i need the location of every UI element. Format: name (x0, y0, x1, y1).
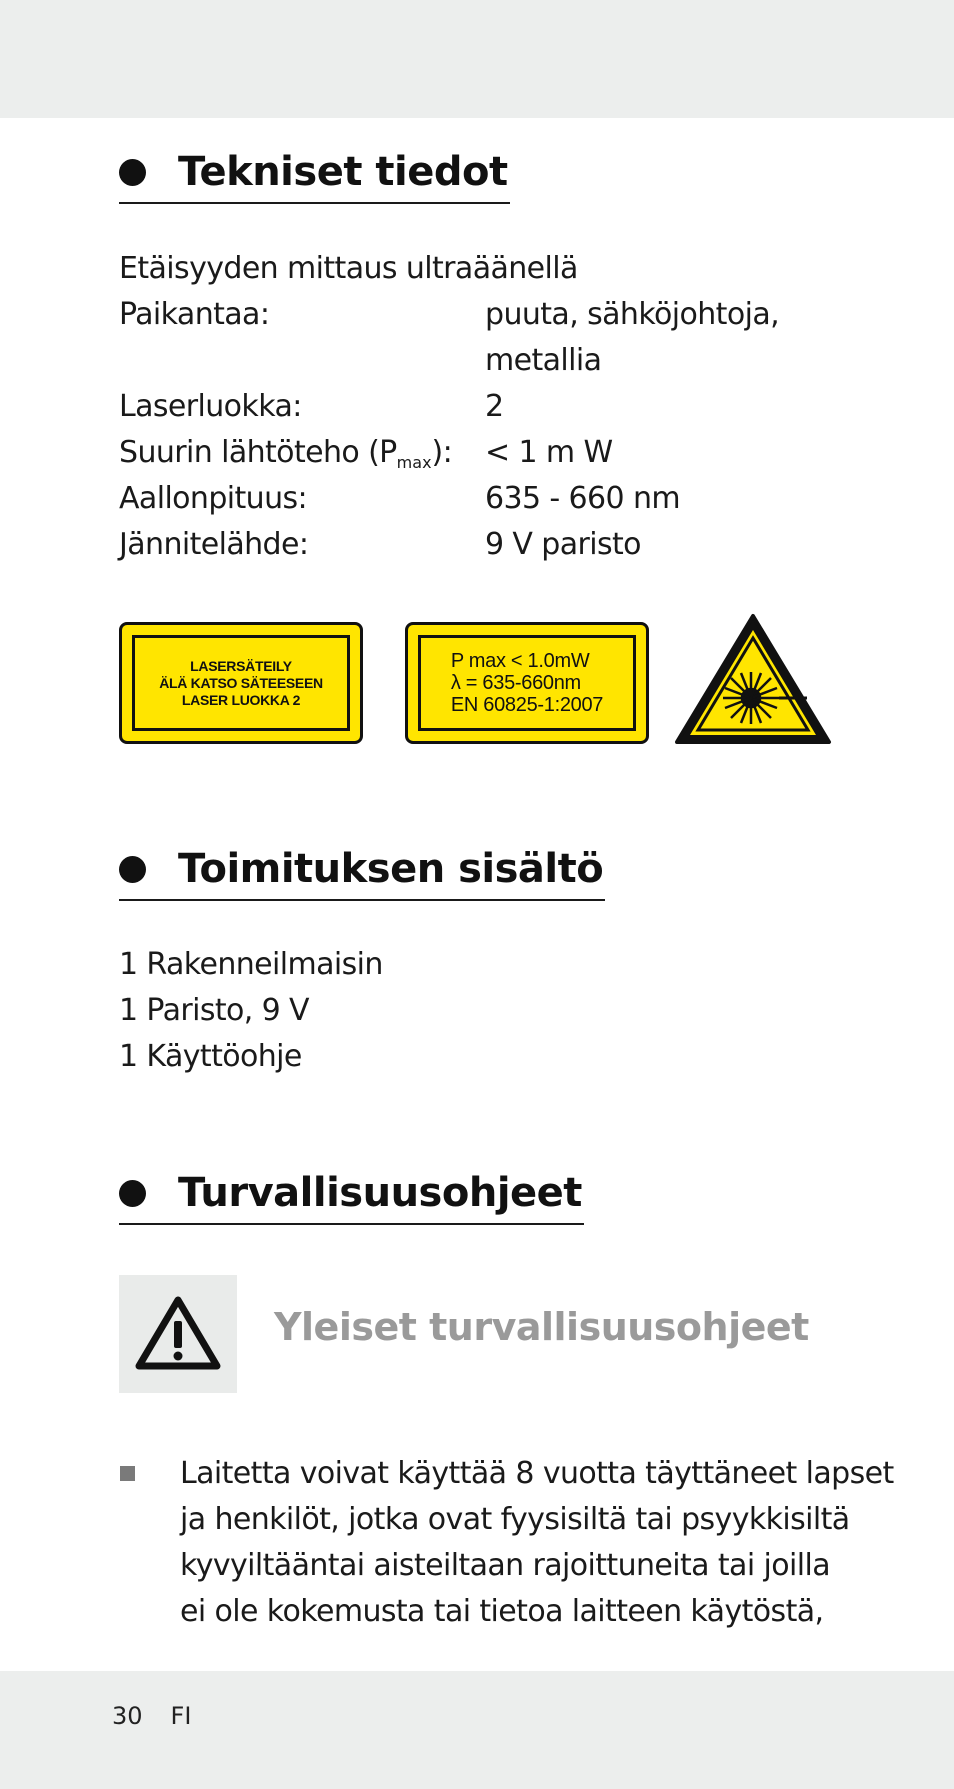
list-item: 1 Käyttöohje (119, 1039, 302, 1074)
safety-subtitle: Yleiset turvallisuusohjeet (274, 1305, 809, 1349)
spec-label: Laserluokka: (119, 389, 302, 424)
spec-row-max-power (119, 430, 839, 476)
spec-label-post: ): (431, 435, 453, 470)
label-line: λ = 635-660nm (450, 672, 581, 694)
spec-value: 635 - 660 nm (485, 481, 680, 516)
top-margin-band (0, 0, 954, 118)
laser-spec-label (405, 622, 649, 744)
page-footer (112, 1702, 219, 1730)
label-line: ÄLÄ KATSO SÄTEESEEN (159, 674, 323, 691)
paragraph-line: ja henkilöt, jotka ovat fyysisiltä tai psyykkisiltä (180, 1502, 850, 1537)
label-line: LASER LUOKKA 2 (181, 691, 301, 708)
contents-list (119, 942, 383, 1080)
paragraph-line: ei ole kokemusta tai tietoa laitteen käytöstä, (180, 1594, 824, 1629)
spec-value: 2 (485, 389, 504, 424)
label-text-block (153, 654, 329, 713)
spec-row-locates (119, 292, 839, 338)
safety-paragraph (180, 1451, 894, 1635)
label-frame (132, 635, 350, 731)
spec-label: Paikantaa: (119, 297, 270, 332)
laser-warning-labels (119, 612, 839, 746)
spec-row-wavelength (119, 476, 839, 522)
spec-row-power-source (119, 522, 839, 568)
label-line: EN 60825-1:2007 (450, 694, 604, 716)
heading-text: Toimituksen sisältö (178, 846, 604, 892)
laser-class-label (119, 622, 363, 744)
spec-row-laser-class (119, 384, 839, 430)
label-line: LASERSÄTEILY (190, 657, 292, 674)
paragraph-line: kyvyiltääntai aisteiltaan rajoittuneita tai joilla (180, 1548, 830, 1583)
laser-hazard-icon (674, 612, 832, 746)
footer-band (0, 1671, 954, 1789)
bullet-square (120, 1466, 135, 1481)
section-heading-safety (119, 1163, 584, 1225)
spec-value: < 1 m W (485, 435, 613, 470)
spec-value: puuta, sähköjohtoja, (485, 297, 780, 332)
spec-list (119, 246, 839, 568)
list-item: 1 Rakenneilmaisin (119, 947, 383, 982)
section-heading-contents (119, 839, 605, 901)
paragraph-line: Laitetta voivat käyttää 8 vuotta täyttäneet lapset (180, 1456, 894, 1491)
bullet-dot (119, 1180, 146, 1207)
heading-text: Turvallisuusohjeet (178, 1170, 582, 1216)
bullet-dot (119, 856, 146, 883)
section-heading-technical (119, 142, 510, 204)
spec-label: Aallonpituus: (119, 481, 308, 516)
spec-intro: Etäisyyden mittaus ultraäänellä (119, 251, 578, 286)
spec-label-sub: max (396, 453, 432, 472)
spec-value: metallia (485, 343, 602, 378)
warning-icon-box (119, 1275, 237, 1393)
label-text-block (445, 646, 609, 720)
spec-label: Jännitelähde: (119, 527, 309, 562)
label-frame (418, 635, 636, 731)
spec-row-locates-cont (119, 338, 839, 384)
bullet-dot (119, 159, 146, 186)
spec-value: 9 V paristo (485, 527, 641, 562)
warning-triangle-icon (133, 1294, 223, 1374)
heading-text: Tekniset tiedot (178, 149, 508, 195)
language-code: FI (170, 1702, 192, 1730)
label-line: P max < 1.0mW (450, 650, 590, 672)
page-number: 30 (112, 1702, 143, 1730)
list-item: 1 Paristo, 9 V (119, 993, 309, 1028)
spec-label-pre: Suurin lähtöteho (P (119, 435, 397, 470)
